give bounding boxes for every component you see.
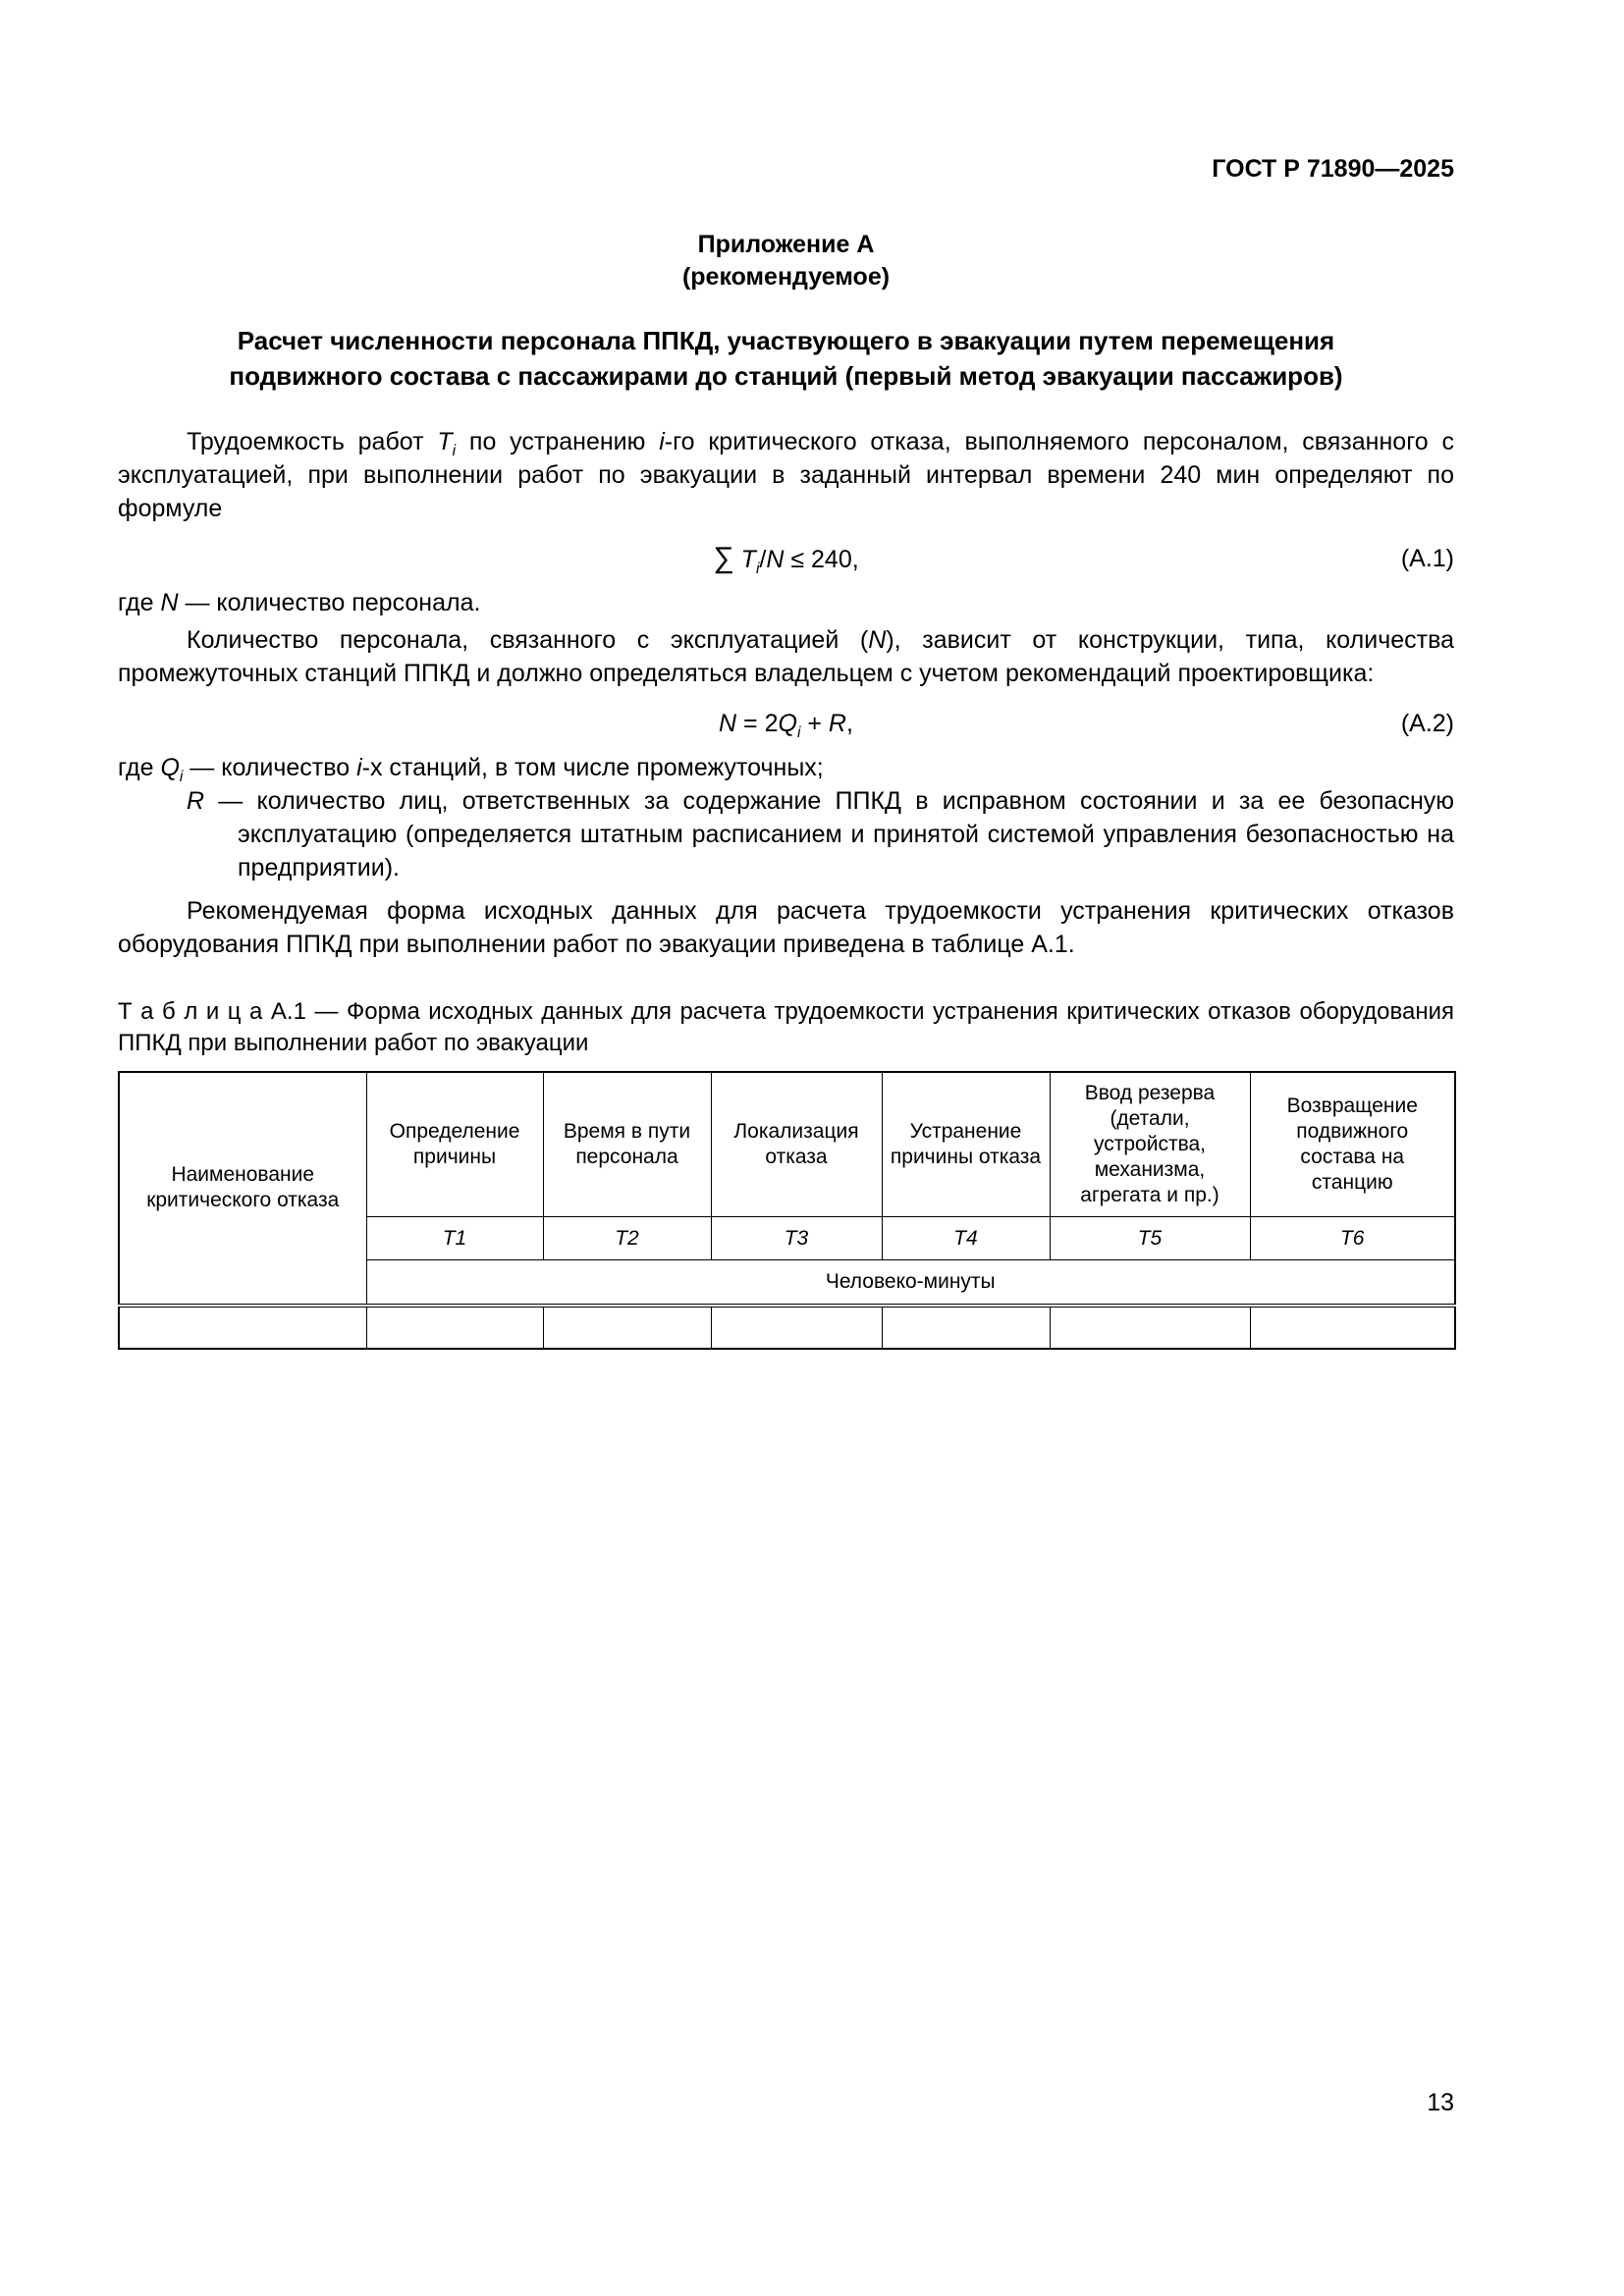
operator-plus: + bbox=[800, 710, 829, 737]
text-fragment: где bbox=[118, 589, 161, 616]
formula-a1-number: (А.1) bbox=[1400, 545, 1454, 572]
operator-slash: / bbox=[759, 546, 767, 573]
where-definition-n bbox=[118, 586, 1454, 619]
text-fragment: ), зависит от конструкции, типа, количества промежуточных станций ППКД и должно определяться владельцем с учетом рекомендаций проектировщика: bbox=[118, 626, 1454, 687]
empty-cell bbox=[366, 1306, 543, 1349]
var-N: N bbox=[719, 710, 737, 737]
header-cell-t2: Время в пути персонала bbox=[543, 1072, 711, 1217]
var-N: N bbox=[868, 626, 887, 654]
table-caption-label: Т а б л и ц а А.1 — bbox=[118, 998, 347, 1025]
var-T: T bbox=[740, 546, 756, 573]
table-caption bbox=[118, 996, 1454, 1059]
text-fragment: -го критического отказа, выполняемого персоналом, связанного с эксплуатацией, при выполнении работ по эвакуации в заданный интервал времени 240 мин определяют по формуле bbox=[118, 428, 1454, 522]
symbol-cell-t6: Т6 bbox=[1250, 1217, 1455, 1260]
where-definition-r bbox=[118, 784, 1454, 884]
var-i: i bbox=[659, 428, 665, 455]
text-fragment: -х станций, в том числе промежуточных; bbox=[361, 754, 824, 781]
appendix-label: Приложение А bbox=[697, 231, 875, 258]
header-cell-failure-name: Наименование критического отказа bbox=[119, 1072, 366, 1306]
header-cell-t4: Устранение причины отказа bbox=[882, 1072, 1050, 1217]
subscript-i: i bbox=[452, 443, 457, 459]
appendix-title-line2: подвижного состава с пассажирами до станций (первый метод эвакуации пассажиров) bbox=[229, 361, 1343, 391]
paragraph-recommended-form: Рекомендуемая форма исходных данных для расчета трудоемкости устранения критических отказов оборудования ППКД при выполнении работ по эвакуации приведена в таблице А.1. bbox=[118, 897, 1454, 958]
page-number: 13 bbox=[1427, 2089, 1454, 2116]
formula-a2-body bbox=[719, 710, 853, 741]
text-fragment: по устранению bbox=[456, 428, 660, 455]
header-cell-t5: Ввод резерва (детали, устройства, механизма, агрегата и пр.) bbox=[1050, 1072, 1250, 1217]
text-fragment: — количество персонала. bbox=[178, 589, 481, 616]
var-R: R bbox=[828, 710, 846, 737]
empty-cell bbox=[119, 1306, 366, 1349]
formula-tail: ≤ 240, bbox=[784, 546, 859, 573]
table-empty-row bbox=[119, 1306, 1455, 1349]
formula-mid: = 2 bbox=[736, 710, 779, 737]
text-fragment: — количество bbox=[183, 754, 357, 781]
text-fragment: Количество персонала, связанного с эксплуатацией ( bbox=[187, 626, 869, 654]
header-cell-t1: Определение причины bbox=[366, 1072, 543, 1217]
text-fragment: где bbox=[118, 754, 161, 781]
formula-a2-number: (А.2) bbox=[1400, 710, 1454, 737]
text-fragment: — количество лиц, ответственных за содержание ППКД в исправном состоянии и за ее безопасную эксплуатацию (определяется штатным расписанием и принятой системой управления безопасностью на предприятии). bbox=[204, 787, 1454, 881]
subscript-i: i bbox=[755, 561, 760, 577]
var-N: N bbox=[766, 546, 785, 573]
paragraph-personnel bbox=[118, 623, 1454, 690]
paragraph-workload bbox=[118, 425, 1454, 525]
formula-a1-body bbox=[713, 542, 859, 577]
appendix-title-line1: Расчет численности персонала ППКД, участвующего в эвакуации путем перемещения bbox=[237, 326, 1335, 355]
var-Q: Q bbox=[778, 710, 797, 737]
table-a1 bbox=[118, 1071, 1456, 1350]
empty-cell bbox=[711, 1306, 882, 1349]
var-Q: Q bbox=[160, 754, 180, 781]
formula-comma: , bbox=[845, 710, 853, 737]
table-header-row bbox=[119, 1072, 1455, 1217]
units-cell: Человеко-минуты bbox=[366, 1260, 1455, 1306]
empty-cell bbox=[543, 1306, 711, 1349]
header-cell-t6: Возвращение подвижного состава на станцию bbox=[1250, 1072, 1455, 1217]
empty-cell bbox=[882, 1306, 1050, 1349]
sum-symbol: ∑ bbox=[713, 542, 734, 574]
var-T: T bbox=[437, 428, 453, 455]
var-R: R bbox=[187, 787, 205, 815]
symbol-cell-t5: Т5 bbox=[1050, 1217, 1250, 1260]
symbol-cell-t4: Т4 bbox=[882, 1217, 1050, 1260]
appendix-sublabel: (рекомендуемое) bbox=[681, 263, 891, 291]
header-cell-t3: Локализация отказа bbox=[711, 1072, 882, 1217]
formula-a1 bbox=[118, 539, 1454, 578]
symbol-cell-t3: Т3 bbox=[711, 1217, 882, 1260]
subscript-i: i bbox=[179, 769, 184, 785]
symbol-cell-t1: Т1 bbox=[366, 1217, 543, 1260]
formula-a2 bbox=[118, 704, 1454, 743]
where-definition-q bbox=[118, 751, 1454, 784]
empty-cell bbox=[1050, 1306, 1250, 1349]
page-content bbox=[118, 0, 1454, 1350]
appendix-title bbox=[118, 323, 1454, 394]
symbol-cell-t2: Т2 bbox=[543, 1217, 711, 1260]
var-N: N bbox=[160, 589, 179, 616]
subscript-i: i bbox=[796, 724, 801, 741]
empty-cell bbox=[1250, 1306, 1455, 1349]
doc-code: ГОСТ Р 71890—2025 bbox=[1212, 155, 1454, 183]
table-caption-text: Форма исходных данных для расчета трудоемкости устранения критических отказов оборудования ППКД при выполнении работ по эвакуации bbox=[118, 998, 1455, 1056]
text-fragment: Трудоемкость работ bbox=[187, 428, 438, 455]
var-i: i bbox=[356, 754, 362, 781]
